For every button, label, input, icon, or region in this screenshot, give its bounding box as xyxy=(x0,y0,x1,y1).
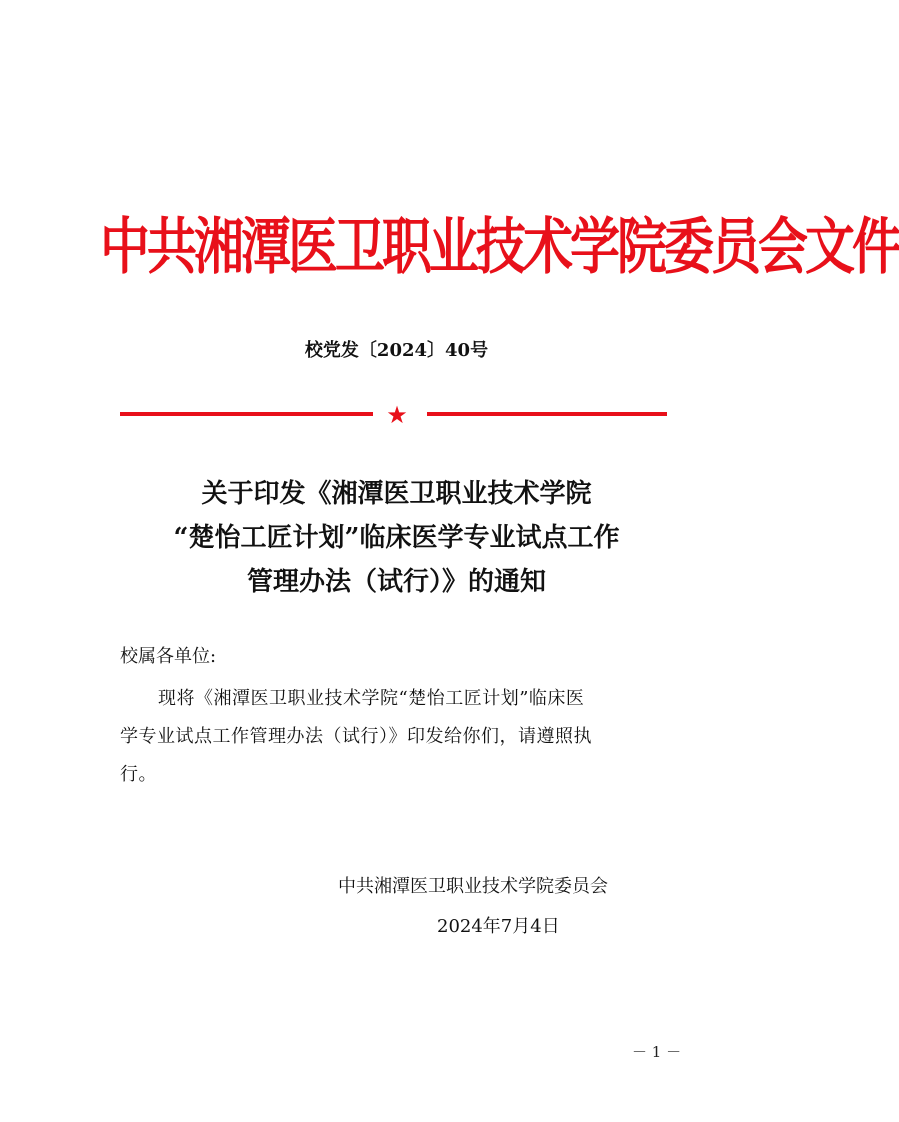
title-line: “楚怡工匠计划”临床医学专业试点工作 xyxy=(173,523,620,553)
body-line: 学专业试点工作管理办法（试行）》印发给你们，请遵照执 xyxy=(120,726,592,747)
salutation: 校属各单位: xyxy=(120,646,217,667)
body-line: 行。 xyxy=(120,764,157,785)
document-masthead: 中共湘潭医卫职业技术学院委员会文件 xyxy=(100,210,899,283)
body-line: 现将《湘潭医卫职业技术学院“楚怡工匠计划”临床医 xyxy=(158,688,585,709)
document-title xyxy=(100,472,693,604)
document-number: 校党发〔2024〕40号 xyxy=(304,340,489,361)
red-divider-right xyxy=(427,412,667,416)
red-divider-left xyxy=(120,412,373,416)
body-paragraph xyxy=(120,680,670,794)
title-line: 关于印发《湘潭医卫职业技术学院 xyxy=(201,479,592,509)
star-icon: ★ xyxy=(386,401,408,429)
issue-date: 2024年7月4日 xyxy=(437,916,560,937)
issuer-signature: 中共湘潭医卫职业技术学院委员会 xyxy=(338,876,608,897)
title-line: 管理办法（试行）》的通知 xyxy=(246,567,546,597)
page-number: － 1 － xyxy=(632,1043,682,1061)
